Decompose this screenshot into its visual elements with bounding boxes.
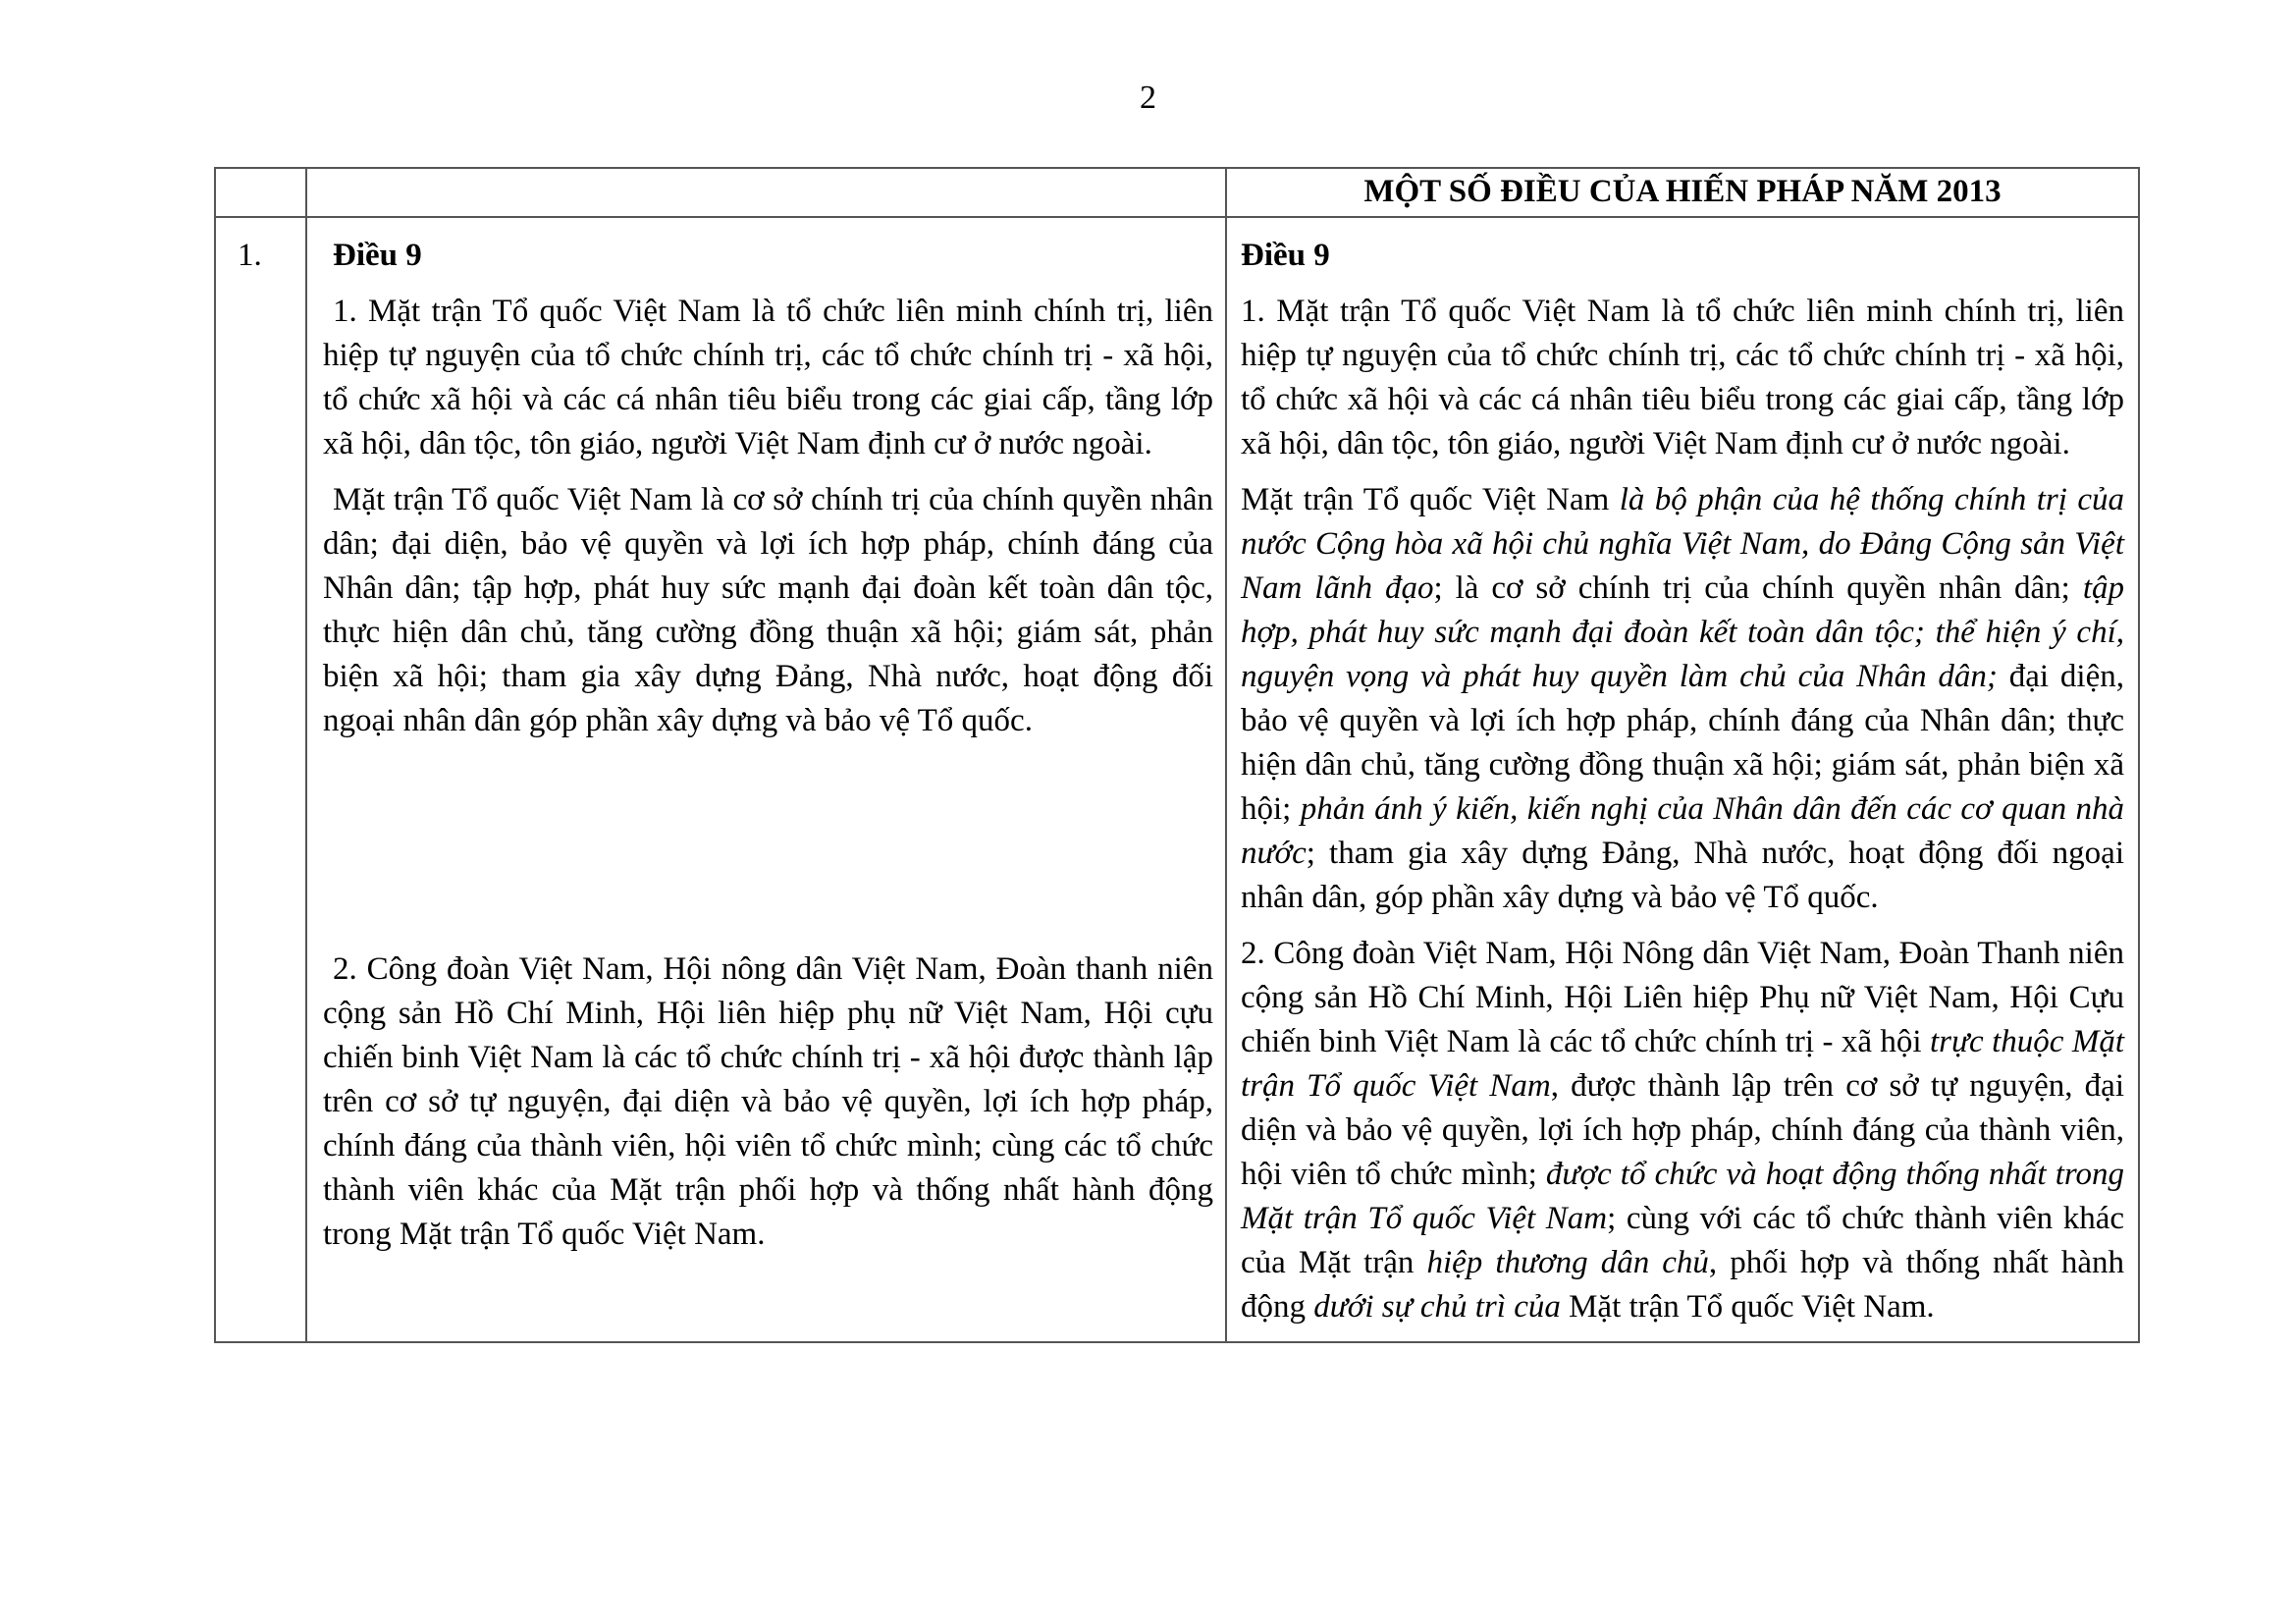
new-p2-text-2: ; là cơ sở chính trị của chính quyền nhân dân; [1433, 570, 2083, 606]
new-p3-text-4: , phối hợp và thống nhất hành động [1241, 1245, 2124, 1325]
new-paragraph-2 [1241, 478, 2124, 920]
new-p2-text-3: đại diện, bảo vệ quyền và lợi ích hợp pháp, chính đáng của Nhân dân; thực hiện dân chủ, tăng cường đồng thuận xã hội; giám sát, phản biện xã hội; [1241, 659, 2124, 827]
new-p2-text-4: ; tham gia xây dựng Đảng, Nhà nước, hoạt động đối ngoại nhân dân, góp phần xây dựng và bảo vệ Tổ quốc. [1241, 836, 2124, 915]
header-cell-new: MỘT SỐ ĐIỀU CỦA HIẾN PHÁP NĂM 2013 [1226, 168, 2139, 217]
old-paragraph-1: 1. Mặt trận Tổ quốc Việt Nam là tổ chức liên minh chính trị, liên hiệp tự nguyện của tổ chức chính trị, các tổ chức chính trị - xã hội, tổ chức xã hội và các cá nhân tiêu biểu trong các giai cấp, tầng lớp xã hội, dân tộc, tôn giáo, người Việt Nam định cư ở nước ngoài. [323, 294, 1213, 461]
new-p3-text-2: , được thành lập trên cơ sở tự nguyện, đại diện và bảo vệ quyền, lợi ích hợp pháp, chính đáng của thành viên, hội viên tổ chức mình; [1241, 1068, 2125, 1192]
new-p3-italic-2: được tổ chức và hoạt động thống nhất trong Mặt trận Tổ quốc Việt Nam [1241, 1157, 2124, 1236]
new-p3-text-5: Mặt trận Tổ quốc Việt Nam. [1560, 1289, 1935, 1325]
new-p3-italic-3: hiệp thương dân chủ [1426, 1245, 1709, 1280]
header-cell-old [306, 168, 1226, 217]
new-paragraph-3 [1241, 932, 2124, 1329]
old-paragraph-2: Mặt trận Tổ quốc Việt Nam là cơ sở chính trị của chính quyền nhân dân; đại diện, bảo vệ quyền và lợi ích hợp pháp, chính đáng của Nhân dân; tập hợp, phát huy sức mạnh đại đoàn kết toàn dân tộc, thực hiện dân chủ, tăng cường đồng thuận xã hội; giám sát, phản biện xã hội; tham gia xây dựng Đảng, Nhà nước, hoạt động đối ngoại nhân dân góp phần xây dựng và bảo vệ Tổ quốc. [323, 482, 1213, 738]
old-text-cell [306, 217, 1226, 1342]
comparison-table [214, 167, 2140, 1343]
row-number: 1. [215, 217, 306, 1342]
new-p3-text-3: ; cùng với các tổ chức thành viên khác của Mặt trận [1241, 1201, 2125, 1280]
header-cell-number [215, 168, 306, 217]
table-header-row [215, 168, 2139, 217]
new-paragraph-1: 1. Mặt trận Tổ quốc Việt Nam là tổ chức liên minh chính trị, liên hiệp tự nguyện của tổ chức chính trị, các tổ chức chính trị - xã hội, tổ chức xã hội và các cá nhân tiêu biểu trong các giai cấp, tầng lớp xã hội, dân tộc, tôn giáo, người Việt Nam định cư ở nước ngoài. [1241, 294, 2124, 461]
new-p2-italic-3: phản ánh ý kiến, kiến nghị của Nhân dân đến các cơ quan nhà nước [1241, 791, 2124, 871]
table-row [215, 217, 2139, 1342]
new-text-cell [1226, 217, 2139, 1342]
new-p2-italic-2: tập hợp, phát huy sức mạnh đại đoàn kết toàn dân tộc; thể hiện ý chí, nguyện vọng và phát huy quyền làm chủ của Nhân dân; [1241, 570, 2124, 694]
new-p2-text-1: Mặt trận Tổ quốc Việt Nam [1241, 482, 1620, 517]
new-p2-italic-1: là bộ phận của hệ thống chính trị của nước Cộng hòa xã hội chủ nghĩa Việt Nam, do Đảng Cộng sản Việt Nam lãnh đạo [1241, 482, 2124, 606]
new-p3-italic-1: trực thuộc Mặt trận Tổ quốc Việt Nam [1241, 1024, 2124, 1104]
new-p3-italic-4: dưới sự chủ trì của [1313, 1289, 1561, 1325]
new-p3-text-1: 2. Công đoàn Việt Nam, Hội Nông dân Việt Nam, Đoàn Thanh niên cộng sản Hồ Chí Minh, Hội Liên hiệp Phụ nữ Việt Nam, Hội Cựu chiến binh Việt Nam là các tổ chức chính trị - xã hội [1241, 936, 2124, 1059]
old-article-heading: Điều 9 [333, 238, 422, 273]
new-article-heading: Điều 9 [1241, 238, 1330, 273]
old-paragraph-3: 2. Công đoàn Việt Nam, Hội nông dân Việt Nam, Đoàn thanh niên cộng sản Hồ Chí Minh, Hội liên hiệp phụ nữ Việt Nam, Hội cựu chiến binh Việt Nam là các tổ chức chính trị - xã hội được thành lập trên cơ sở tự nguyện, đại diện và bảo vệ quyền, lợi ích hợp pháp, chính đáng của thành viên, hội viên tổ chức mình; cùng các tổ chức thành viên khác của Mặt trận phối hợp và thống nhất hành động trong Mặt trận Tổ quốc Việt Nam. [323, 951, 1213, 1252]
page-number: 2 [1140, 80, 1156, 116]
